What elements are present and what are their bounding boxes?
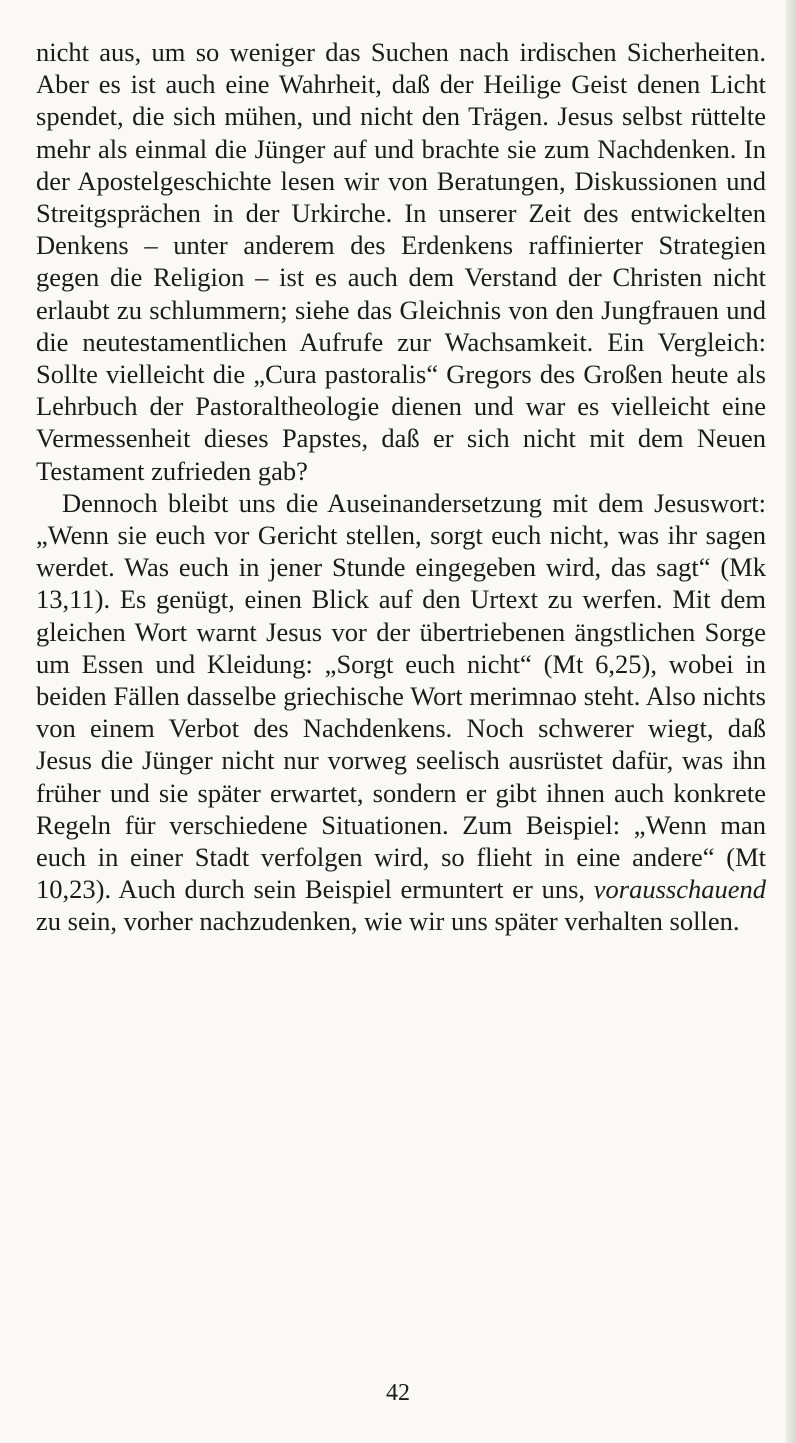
- page-edge: [786, 0, 796, 1443]
- paragraph-text: nicht aus, um so weniger das Suchen nach irdischen Sicherheiten. Aber es ist auch eine Wahrheit, daß der Heilige Geist denen Licht spendet, die sich mühen, und nicht den Trägen. Jesus selbst rüttelte mehr als einmal die Jünger auf und brachte sie zum Nachdenken. In der Apostelgeschichte lesen wir von Beratungen, Diskussionen und Streitgsprächen in der Urkirche. In unserer Zeit des entwickelten Denkens – unter anderem des Erdenkens raffinierter Strategien gegen die Religion – ist es auch dem Verstand der Christen nicht erlaubt zu schlummern; siehe das Gleichnis von den Jungfrauen und die neutestamentlichen Aufrufe zur Wachsamkeit. Ein Vergleich: Sollte vielleicht die „Cura pastoralis“ Gregors des Großen heute als Lehrbuch der Pastoraltheologie dienen und war es vielleicht eine Vermessenheit dieses Papstes, daß er sich nicht mit dem Neuen Testament zufrieden gab?: [36, 37, 766, 486]
- paragraph-text: zu sein, vorher nachzudenken, wie wir uns später verhalten sollen.: [36, 906, 740, 937]
- paragraph-text: Dennoch bleibt uns die Auseinandersetzung mit dem Jesuswort: „Wenn sie euch vor Gericht stellen, sorgt euch nicht, was ihr sagen werdet. Was euch in jener Stunde eingegeben wird, das sagt“ (Mk 13,11). Es genügt, einen Blick auf den Urtext zu werfen. Mit dem gleichen Wort warnt Jesus vor der übertriebenen ängstlichen Sorge um Essen und Kleidung: „Sorgt euch nicht“ (Mt 6,25), wobei in beiden Fällen dasselbe griechische Wort merimnao steht. Also nichts von einem Verbot des Nachdenkens. Noch schwerer wiegt, daß Jesus die Jünger nicht nur vorweg seelisch ausrüstet dafür, was ihn früher und sie später erwartet, sondern er gibt ihnen auch konkrete Regeln für verschiedene Situationen. Zum Beispiel: „Wenn man euch in einer Stadt verfolgen wird, so flieht in eine andere“ (Mt 10,23). Auch durch sein Beispiel ermuntert er uns,: [36, 487, 766, 905]
- paragraph-2: [36, 487, 766, 938]
- body-text: [36, 36, 766, 938]
- paragraph-1: [36, 36, 766, 487]
- emphasized-word: vorausschauend: [593, 874, 766, 905]
- page-number: 42: [386, 1380, 410, 1406]
